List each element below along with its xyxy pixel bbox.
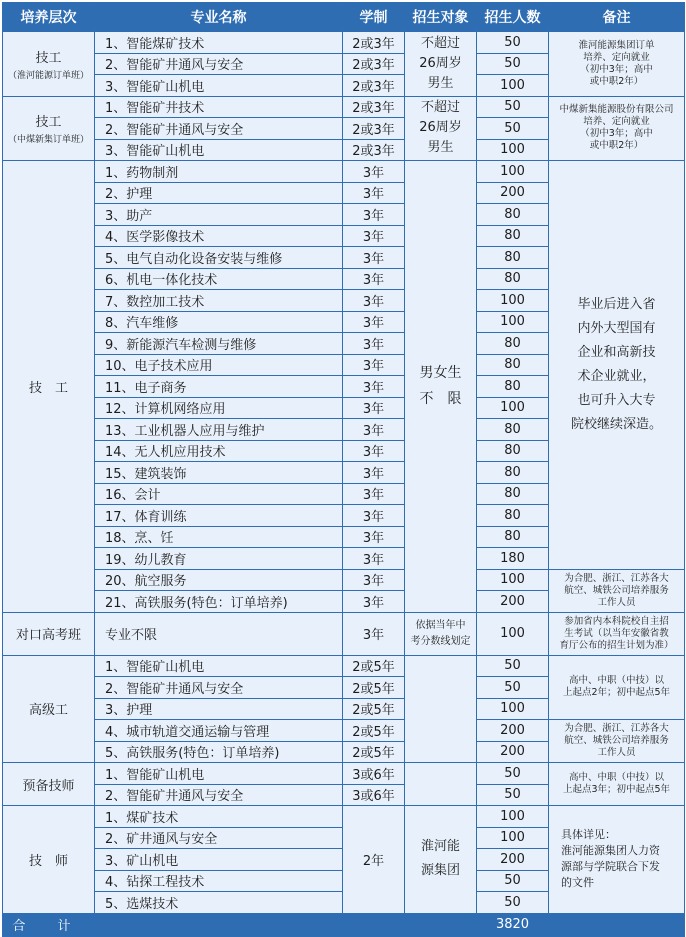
level-label: 技工 (35, 50, 62, 66)
header-target: 招生对象 (405, 3, 477, 32)
years-cell: 3年 (343, 569, 405, 591)
note-line: 院校继续深造。 (570, 416, 662, 432)
target-line: 26周岁 (419, 120, 462, 136)
count-cell: 80 (477, 268, 549, 290)
table-row (3, 806, 685, 828)
table-row (3, 32, 685, 54)
years-cell: 3年 (343, 354, 405, 376)
note-line: 培养、定向就业 (583, 116, 650, 128)
years-cell: 2或5年 (343, 677, 405, 699)
major-name: 9、新能源汽车检测与维修 (95, 333, 343, 355)
count-cell: 50 (477, 96, 549, 118)
note-line: 参加省内本科院校自主招 (564, 615, 669, 627)
target-cell (405, 96, 477, 161)
count-cell: 80 (477, 505, 549, 527)
note-line: 为合肥、浙江、江苏各大 (564, 572, 669, 584)
count-cell: 50 (477, 784, 549, 806)
table-row (3, 720, 685, 742)
count-cell: 100 (477, 161, 549, 183)
count-cell: 50 (477, 118, 549, 140)
level-cell: 对口高考班 (3, 612, 95, 655)
target-line: 男女生 (419, 365, 462, 382)
years-cell: 3年 (343, 268, 405, 290)
years-cell: 2或5年 (343, 655, 405, 677)
note-line: 企业和高新技 (577, 344, 656, 360)
years-cell: 3或6年 (343, 784, 405, 806)
table-body (3, 32, 685, 914)
years-cell: 2或3年 (343, 75, 405, 97)
target-line: 不超过 (420, 35, 460, 51)
major-name-text: 21、高铁服务 (105, 595, 187, 611)
count-cell: 50 (477, 53, 549, 75)
major-name: 2、智能矿井通风与安全 (95, 53, 343, 75)
count-cell: 100 (477, 806, 549, 828)
major-name: 1、药物制剂 (95, 161, 343, 183)
years-cell: 3或6年 (343, 763, 405, 785)
count-cell: 50 (477, 892, 549, 914)
table-row (3, 612, 685, 655)
count-cell: 100 (477, 290, 549, 312)
major-name: 4、钻探工程技术 (95, 870, 343, 892)
total-label: 合 计 (12, 919, 85, 934)
years-cell: 3年 (343, 483, 405, 505)
count-cell: 100 (477, 397, 549, 419)
major-name: 14、无人机应用技术 (95, 440, 343, 462)
major-name: 2、智能矿井通风与安全 (95, 118, 343, 140)
note-cell (549, 720, 685, 763)
note-line: 淮河能源集团订单 (578, 39, 655, 51)
count-cell: 200 (477, 182, 549, 204)
major-name: 1、智能矿山机电 (95, 655, 343, 677)
target-line: 男生 (427, 75, 454, 91)
target-cell (405, 612, 477, 655)
years-cell: 2或3年 (343, 139, 405, 161)
years-cell: 2或3年 (343, 32, 405, 54)
years-cell: 3年 (343, 440, 405, 462)
count-cell: 200 (477, 720, 549, 742)
years-cell: 2或3年 (343, 96, 405, 118)
years-cell: 2或5年 (343, 720, 405, 742)
count-cell: 80 (477, 225, 549, 247)
years-cell: 3年 (343, 311, 405, 333)
target-line: 考分数线划定 (410, 635, 471, 647)
target-cell (405, 32, 477, 97)
level-cell: 预备技师 (3, 763, 95, 806)
total-note-spacer (549, 913, 685, 936)
major-name: 20、航空服务 (95, 569, 343, 591)
count-cell: 50 (477, 870, 549, 892)
table-footer (3, 913, 685, 936)
total-spacer (95, 913, 477, 936)
header-major: 专业名称 (95, 3, 343, 32)
major-name: 2、护理 (95, 182, 343, 204)
note-line: 生考试（以当年安徽省教 (564, 627, 669, 639)
target-cell (405, 763, 477, 806)
header-note: 备注 (549, 3, 685, 32)
major-name: 5、电气自动化设备安装与维修 (95, 247, 343, 269)
major-name: 4、城市轨道交通运输与管理 (95, 720, 343, 742)
level-sub-label: （淮河能源订单班） (7, 70, 89, 81)
total-value: 3820 (477, 913, 549, 936)
count-cell: 80 (477, 440, 549, 462)
years-cell: 3年 (343, 333, 405, 355)
count-cell: 100 (477, 75, 549, 97)
major-name: 3、护理 (95, 698, 343, 720)
target-line: 男生 (427, 140, 454, 156)
target-cell (405, 655, 477, 763)
note-line: 或中职2年） (589, 75, 644, 87)
note-cell (549, 655, 685, 720)
level-cell: 技 师 (3, 806, 95, 914)
note-line: 育厅公布的招生计划为准） (559, 639, 674, 651)
count-cell: 50 (477, 32, 549, 54)
major-name: 3、智能矿山机电 (95, 139, 343, 161)
major-name (95, 741, 343, 763)
major-name: 15、建筑装饰 (95, 462, 343, 484)
count-cell: 80 (477, 247, 549, 269)
count-cell: 100 (477, 311, 549, 333)
note-line: 源部与学院联合下发 (561, 860, 660, 874)
note-line: 工作人员 (597, 596, 636, 608)
years-cell: 3年 (343, 397, 405, 419)
count-cell: 200 (477, 591, 549, 613)
target-line: 不 限 (419, 391, 462, 408)
major-name: 3、智能矿山机电 (95, 75, 343, 97)
major-name: 2、智能矿井通风与安全 (95, 784, 343, 806)
note-line: （初中3年；高中 (580, 63, 653, 75)
major-name: 2、矿井通风与安全 (95, 827, 343, 849)
count-cell: 100 (477, 612, 549, 655)
note-line: 中煤新集能源股份有限公司 (559, 104, 674, 116)
target-line: 26周岁 (419, 55, 462, 71)
level-label: 技 工 (28, 380, 68, 396)
major-name: 4、医学影像技术 (95, 225, 343, 247)
note-line: 航空、城铁公司培养服务 (564, 735, 669, 746)
total-label-cell (3, 913, 95, 936)
count-cell: 100 (477, 139, 549, 161)
note-line: 毕业后进入省 (577, 296, 656, 312)
years-cell: 3年 (343, 161, 405, 183)
enrollment-table (2, 2, 685, 937)
major-name: 17、体育训练 (95, 505, 343, 527)
level-cell: 高级工 (3, 655, 95, 763)
note-line: 航空、城铁公司培养服务 (564, 584, 669, 596)
major-name: 11、电子商务 (95, 376, 343, 398)
major-name: 1、煤矿技术 (95, 806, 343, 828)
table-header (3, 3, 685, 32)
count-cell: 80 (477, 204, 549, 226)
note-line: 培养、定向就业 (583, 51, 650, 63)
count-cell: 50 (477, 763, 549, 785)
table-row (3, 161, 685, 183)
years-cell: 3年 (343, 376, 405, 398)
note-cell (549, 569, 685, 612)
level-label: 技工 (35, 115, 62, 131)
count-cell: 50 (477, 677, 549, 699)
count-cell: 80 (477, 376, 549, 398)
count-cell: 80 (477, 526, 549, 548)
level-sub-label: （中煤新集订单班） (7, 135, 89, 146)
count-cell: 100 (477, 569, 549, 591)
note-line: 淮河能源集团人力资 (561, 844, 660, 858)
years-cell: 2或5年 (343, 698, 405, 720)
count-cell: 100 (477, 827, 549, 849)
count-cell: 80 (477, 462, 549, 484)
major-name: 13、工业机器人应用与维护 (95, 419, 343, 441)
table-row (3, 96, 685, 118)
years-cell: 3年 (343, 204, 405, 226)
note-cell (549, 96, 685, 161)
years-cell: 3年 (343, 591, 405, 613)
header-years: 学制 (343, 3, 405, 32)
major-name: 19、幼儿教育 (95, 548, 343, 570)
count-cell: 80 (477, 333, 549, 355)
note-cell (549, 763, 685, 806)
header-level: 培养层次 (3, 3, 95, 32)
years-cell: 3年 (343, 225, 405, 247)
target-line: 依据当年中 (415, 619, 466, 631)
major-name-tail: (特色：订单培养) (186, 595, 288, 611)
years-cell: 3年 (343, 290, 405, 312)
note-line: 的文件 (561, 876, 594, 890)
count-cell: 80 (477, 354, 549, 376)
major-name: 6、机电一体化技术 (95, 268, 343, 290)
major-name: 专业不限 (95, 612, 343, 655)
years-cell: 2或3年 (343, 53, 405, 75)
count-cell: 200 (477, 849, 549, 871)
note-line: 内外大型国有 (577, 320, 656, 336)
years-cell: 3年 (343, 247, 405, 269)
note-cell (549, 161, 685, 570)
count-cell: 180 (477, 548, 549, 570)
years-cell: 2或5年 (343, 741, 405, 763)
level-cell (3, 96, 95, 161)
note-cell (549, 612, 685, 655)
count-cell: 80 (477, 483, 549, 505)
major-name (95, 591, 343, 613)
major-name: 5、选煤技术 (95, 892, 343, 914)
header-count: 招生人数 (477, 3, 549, 32)
table-row (3, 569, 685, 591)
years-cell: 3年 (343, 612, 405, 655)
major-name: 1、智能矿井技术 (95, 96, 343, 118)
major-name: 3、助产 (95, 204, 343, 226)
level-cell (3, 161, 95, 613)
major-name: 8、汽车维修 (95, 311, 343, 333)
note-line: 术企业就业， (577, 368, 656, 384)
note-cell (549, 806, 685, 914)
years-cell: 2年 (343, 806, 405, 914)
note-line: 高中、中职（中技）以 (568, 772, 664, 783)
years-cell: 3年 (343, 419, 405, 441)
level-cell (3, 32, 95, 97)
major-name: 3、矿山机电 (95, 849, 343, 871)
years-cell: 3年 (343, 505, 405, 527)
count-cell: 80 (477, 419, 549, 441)
major-name: 12、计算机网络应用 (95, 397, 343, 419)
count-cell: 200 (477, 741, 549, 763)
years-cell: 3年 (343, 462, 405, 484)
major-name-text: 5、高铁服务 (105, 746, 179, 762)
major-name: 2、智能矿井通风与安全 (95, 677, 343, 699)
table-row (3, 655, 685, 677)
note-line: 也可升入大专 (577, 392, 656, 408)
note-line: 高中、中职（中技）以 (568, 675, 664, 687)
note-line: 上起点3年；初中起点5年 (562, 784, 671, 795)
years-cell: 3年 (343, 182, 405, 204)
major-name: 18、烹、饪 (95, 526, 343, 548)
note-cell (549, 32, 685, 97)
note-line: （初中3年；高中 (580, 128, 653, 140)
target-line: 源集团 (420, 863, 460, 879)
years-cell: 3年 (343, 526, 405, 548)
target-cell (405, 806, 477, 914)
target-cell (405, 161, 477, 613)
major-name: 1、智能煤矿技术 (95, 32, 343, 54)
major-name: 16、会计 (95, 483, 343, 505)
note-line: 工作人员 (597, 747, 636, 758)
note-line: 或中职2年） (589, 140, 644, 152)
target-line: 不超过 (420, 100, 460, 116)
count-cell: 100 (477, 698, 549, 720)
major-name: 1、智能矿山机电 (95, 763, 343, 785)
table-row (3, 763, 685, 785)
note-line: 为合肥、浙江、江苏各大 (564, 723, 669, 734)
major-name-tail: (特色：订单培养) (178, 746, 280, 762)
major-name: 10、电子技术应用 (95, 354, 343, 376)
note-line: 具体详见： (561, 828, 616, 842)
count-cell: 50 (477, 655, 549, 677)
note-line: 上起点2年；初中起点5年 (562, 687, 671, 699)
years-cell: 2或3年 (343, 118, 405, 140)
years-cell: 3年 (343, 548, 405, 570)
target-line: 淮河能 (420, 839, 460, 855)
major-name: 7、数控加工技术 (95, 290, 343, 312)
